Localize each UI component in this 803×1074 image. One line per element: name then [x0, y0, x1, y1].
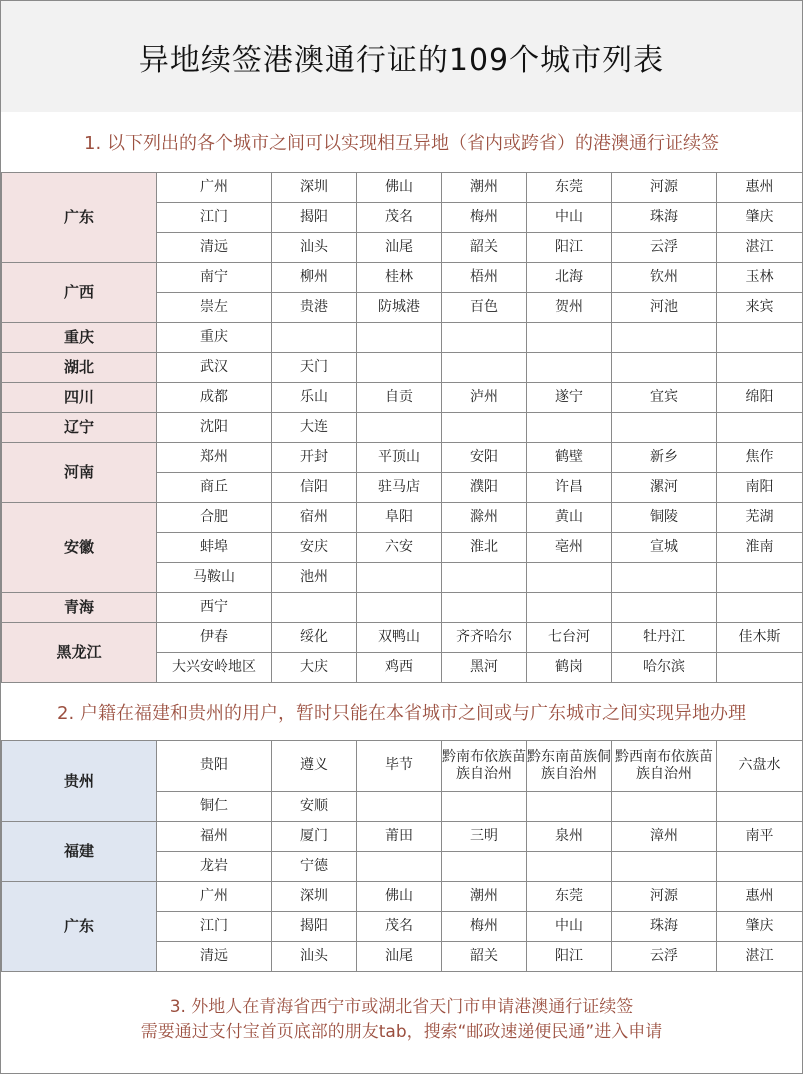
city-cell: 潮州: [442, 173, 527, 203]
city-cell: [442, 852, 527, 882]
city-cell: 泸州: [442, 383, 527, 413]
city-cell: [612, 353, 717, 383]
city-cell: 深圳: [272, 882, 357, 912]
city-cell: 湛江: [717, 233, 803, 263]
city-cell: 南阳: [717, 473, 803, 503]
city-cell: 梅州: [442, 912, 527, 942]
city-cell: 六盘水: [717, 741, 803, 792]
city-cell: 宿州: [272, 503, 357, 533]
city-cell: 西宁: [157, 593, 272, 623]
city-cell: 安庆: [272, 533, 357, 563]
city-cell: 安顺: [272, 792, 357, 822]
city-cell: 厦门: [272, 822, 357, 852]
city-cell: [717, 593, 803, 623]
city-cell: 毕节: [357, 741, 442, 792]
city-cell: 宣城: [612, 533, 717, 563]
table-row: [2, 323, 803, 353]
city-cell: 汕头: [272, 233, 357, 263]
city-cell: 信阳: [272, 473, 357, 503]
city-cell: 江门: [157, 203, 272, 233]
city-cell: [717, 852, 803, 882]
city-cell: 清远: [157, 233, 272, 263]
city-cell: 芜湖: [717, 503, 803, 533]
city-cell: 潮州: [442, 882, 527, 912]
city-cell: [612, 413, 717, 443]
table-row: [2, 383, 803, 413]
city-cell: 崇左: [157, 293, 272, 323]
city-cell: 阳江: [527, 942, 612, 972]
city-cell: 肇庆: [717, 912, 803, 942]
city-cell: 许昌: [527, 473, 612, 503]
city-cell: 南宁: [157, 263, 272, 293]
city-cell: [527, 323, 612, 353]
city-cell: 合肥: [157, 503, 272, 533]
city-cell: [442, 353, 527, 383]
city-cell: 深圳: [272, 173, 357, 203]
city-cell: 牡丹江: [612, 623, 717, 653]
city-cell: [357, 593, 442, 623]
city-cell: [357, 323, 442, 353]
city-cell: 韶关: [442, 233, 527, 263]
city-cell: 蚌埠: [157, 533, 272, 563]
city-cell: 沈阳: [157, 413, 272, 443]
city-cell: 滁州: [442, 503, 527, 533]
title-bar: [1, 1, 802, 113]
city-cell: 龙岩: [157, 852, 272, 882]
footer-note: [1, 970, 802, 1070]
page-title: 异地续签港澳通行证的109个城市列表: [138, 42, 665, 78]
city-cell: 珠海: [612, 203, 717, 233]
city-cell: 宜宾: [612, 383, 717, 413]
city-cell: 汕尾: [357, 233, 442, 263]
city-cell: [717, 323, 803, 353]
province-name: 贵州: [2, 741, 157, 822]
city-cell: [717, 792, 803, 822]
city-cell: 茂名: [357, 912, 442, 942]
city-cell: 佳木斯: [717, 623, 803, 653]
city-cell: 齐齐哈尔: [442, 623, 527, 653]
city-cell: 桂林: [357, 263, 442, 293]
city-cell: 驻马店: [357, 473, 442, 503]
city-cell: 莆田: [357, 822, 442, 852]
city-cell: 伊春: [157, 623, 272, 653]
city-cell: 绥化: [272, 623, 357, 653]
city-cell: 淮南: [717, 533, 803, 563]
city-cell: 汕头: [272, 942, 357, 972]
city-cell: 广州: [157, 882, 272, 912]
city-cell: 阳江: [527, 233, 612, 263]
city-cell: 东莞: [527, 173, 612, 203]
city-cell: 云浮: [612, 233, 717, 263]
city-cell: 鹤壁: [527, 443, 612, 473]
city-cell: 惠州: [717, 882, 803, 912]
city-cell: 铜仁: [157, 792, 272, 822]
city-cell: 河池: [612, 293, 717, 323]
city-cell: 贵港: [272, 293, 357, 323]
city-cell: [442, 323, 527, 353]
city-cell: [527, 593, 612, 623]
city-cell: 百色: [442, 293, 527, 323]
city-cell: [612, 792, 717, 822]
province-name: 广东: [2, 173, 157, 263]
city-cell: 马鞍山: [157, 563, 272, 593]
province-name: 重庆: [2, 323, 157, 353]
city-cell: [357, 413, 442, 443]
city-cell: [612, 852, 717, 882]
city-cell: 大兴安岭地区: [157, 653, 272, 683]
city-cell: 玉林: [717, 263, 803, 293]
province-name: 安徽: [2, 503, 157, 593]
city-cell: 黄山: [527, 503, 612, 533]
province-name: 青海: [2, 593, 157, 623]
city-cell: 七台河: [527, 623, 612, 653]
city-cell: 贺州: [527, 293, 612, 323]
city-cell: [442, 792, 527, 822]
city-cell: 郑州: [157, 443, 272, 473]
city-cell: 遵义: [272, 741, 357, 792]
city-cell: 惠州: [717, 173, 803, 203]
city-cell: 黔西南布依族苗族自治州: [612, 741, 717, 792]
city-cell: 柳州: [272, 263, 357, 293]
city-cell: 自贡: [357, 383, 442, 413]
city-cell: 来宾: [717, 293, 803, 323]
city-cell: [717, 353, 803, 383]
city-cell: [612, 323, 717, 353]
section2-heading: 2. 户籍在福建和贵州的用户，暂时只能在本省城市之间或与广东城市之间实现异地办理: [57, 703, 746, 724]
city-cell: 北海: [527, 263, 612, 293]
section1-table: [1, 172, 803, 683]
city-cell: [357, 353, 442, 383]
table-row: [2, 413, 803, 443]
city-cell: 武汉: [157, 353, 272, 383]
city-cell: 梧州: [442, 263, 527, 293]
city-cell: 防城港: [357, 293, 442, 323]
city-cell: 池州: [272, 563, 357, 593]
city-cell: 云浮: [612, 942, 717, 972]
city-cell: 梅州: [442, 203, 527, 233]
city-cell: 佛山: [357, 882, 442, 912]
city-cell: 清远: [157, 942, 272, 972]
city-cell: 淮北: [442, 533, 527, 563]
footer-line-2: 需要通过支付宝首页底部的朋友tab，搜索“邮政速递便民通”进入申请: [140, 1022, 663, 1042]
table-row: [2, 173, 803, 203]
city-cell: [442, 593, 527, 623]
table-row: [2, 593, 803, 623]
city-cell: 黑河: [442, 653, 527, 683]
city-cell: 天门: [272, 353, 357, 383]
section2-heading-bar: [1, 682, 802, 741]
city-cell: 河源: [612, 173, 717, 203]
section1-heading: 1. 以下列出的各个城市之间可以实现相互异地（省内或跨省）的港澳通行证续签: [84, 133, 719, 154]
city-cell: [527, 413, 612, 443]
city-cell: 铜陵: [612, 503, 717, 533]
city-cell: 三明: [442, 822, 527, 852]
city-cell: 大连: [272, 413, 357, 443]
city-cell: [442, 413, 527, 443]
city-cell: [717, 653, 803, 683]
city-cell: 亳州: [527, 533, 612, 563]
province-name: 黑龙江: [2, 623, 157, 683]
city-cell: 中山: [527, 203, 612, 233]
city-cell: 成都: [157, 383, 272, 413]
city-cell: 揭阳: [272, 203, 357, 233]
table-row: [2, 741, 803, 792]
section1-heading-bar: [1, 112, 802, 173]
table-row: [2, 822, 803, 852]
city-cell: 鹤岗: [527, 653, 612, 683]
city-cell: 黔南布依族苗族自治州: [442, 741, 527, 792]
footer-line-1: 3. 外地人在青海省西宁市或湖北省天门市申请港澳通行证续签: [169, 997, 634, 1018]
city-cell: 商丘: [157, 473, 272, 503]
city-cell: [272, 593, 357, 623]
city-cell: [527, 852, 612, 882]
city-cell: [272, 323, 357, 353]
city-cell: 遂宁: [527, 383, 612, 413]
city-cell: 汕尾: [357, 942, 442, 972]
table-row: [2, 503, 803, 533]
city-cell: [527, 353, 612, 383]
city-cell: [357, 792, 442, 822]
city-cell: 湛江: [717, 942, 803, 972]
city-cell: 江门: [157, 912, 272, 942]
city-cell: 焦作: [717, 443, 803, 473]
province-name: 广东: [2, 882, 157, 972]
city-cell: 韶关: [442, 942, 527, 972]
city-cell: [527, 792, 612, 822]
province-name: 广西: [2, 263, 157, 323]
table-row: [2, 353, 803, 383]
city-cell: [357, 563, 442, 593]
city-cell: 大庆: [272, 653, 357, 683]
table-row: [2, 263, 803, 293]
province-name: 湖北: [2, 353, 157, 383]
city-cell: [612, 593, 717, 623]
city-cell: [442, 563, 527, 593]
city-cell: 阜阳: [357, 503, 442, 533]
city-cell: 宁德: [272, 852, 357, 882]
city-cell: 中山: [527, 912, 612, 942]
city-cell: 哈尔滨: [612, 653, 717, 683]
table-row: [2, 882, 803, 912]
city-cell: 重庆: [157, 323, 272, 353]
city-cell: 开封: [272, 443, 357, 473]
city-cell: 平顶山: [357, 443, 442, 473]
section2-table: [1, 740, 803, 972]
city-cell: 新乡: [612, 443, 717, 473]
province-name: 辽宁: [2, 413, 157, 443]
city-cell: 南平: [717, 822, 803, 852]
city-cell: 珠海: [612, 912, 717, 942]
table-row: [2, 443, 803, 473]
city-cell: 河源: [612, 882, 717, 912]
city-cell: 泉州: [527, 822, 612, 852]
city-cell: [717, 413, 803, 443]
city-cell: 贵阳: [157, 741, 272, 792]
table-row: [2, 623, 803, 653]
city-cell: 肇庆: [717, 203, 803, 233]
city-cell: 乐山: [272, 383, 357, 413]
city-cell: [717, 563, 803, 593]
city-cell: 黔东南苗族侗族自治州: [527, 741, 612, 792]
city-cell: 绵阳: [717, 383, 803, 413]
city-cell: 六安: [357, 533, 442, 563]
city-cell: 钦州: [612, 263, 717, 293]
city-cell: 鸡西: [357, 653, 442, 683]
province-name: 四川: [2, 383, 157, 413]
city-cell: 东莞: [527, 882, 612, 912]
province-name: 福建: [2, 822, 157, 882]
city-cell: 濮阳: [442, 473, 527, 503]
city-cell: 双鸭山: [357, 623, 442, 653]
province-name: 河南: [2, 443, 157, 503]
city-cell: 揭阳: [272, 912, 357, 942]
city-cell: 漯河: [612, 473, 717, 503]
city-cell: [357, 852, 442, 882]
city-cell: 漳州: [612, 822, 717, 852]
city-cell: [527, 563, 612, 593]
city-cell: 佛山: [357, 173, 442, 203]
city-cell: 安阳: [442, 443, 527, 473]
city-cell: 福州: [157, 822, 272, 852]
city-cell: 广州: [157, 173, 272, 203]
city-cell: 茂名: [357, 203, 442, 233]
city-cell: [612, 563, 717, 593]
